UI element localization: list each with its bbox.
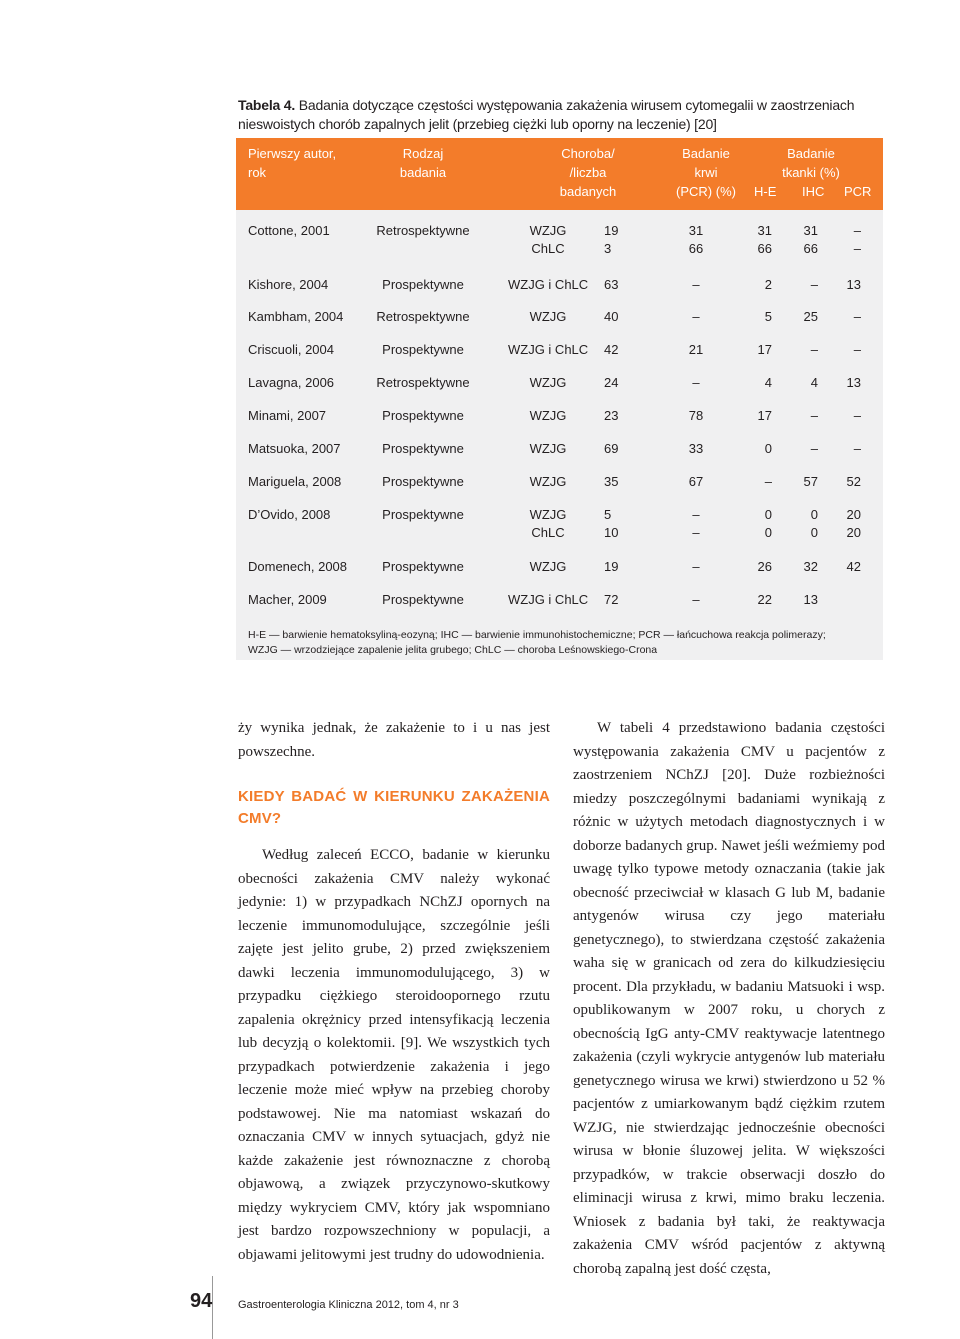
table-cell-he: 17	[757, 342, 772, 357]
table-cell-he: 5	[764, 309, 772, 324]
table-cell-n: 63	[604, 277, 619, 292]
table-cell-type: Prospektywne	[382, 342, 464, 357]
table-cell-author: Criscuoli, 2004	[248, 342, 334, 357]
header-ihc: IHC	[802, 184, 825, 199]
table-cell-disease: WZJG	[529, 559, 567, 574]
table-cell-ihc: 57	[803, 474, 818, 489]
table-cell-type: Prospektywne	[382, 441, 464, 456]
table-cell-blood: –	[692, 309, 700, 324]
header-blood: Badanie krwi (PCR) (%)	[676, 146, 736, 199]
table-cell-n: 72	[604, 592, 619, 607]
table-cell-pcr: 20	[846, 525, 861, 540]
table-cell-pcr: 52	[846, 474, 861, 489]
table-cell-type: Prospektywne	[382, 408, 464, 423]
table-cell-ihc: 0	[810, 507, 818, 522]
right-column	[573, 717, 885, 1281]
table-cell-ihc: 0	[810, 525, 818, 540]
table-caption	[238, 96, 878, 134]
table-cell-he: 2	[764, 277, 772, 292]
table-cell-type: Retrospektywne	[376, 375, 470, 390]
table-cell-disease: ChLC	[531, 525, 565, 540]
table-cell-pcr: 13	[846, 375, 861, 390]
table-cell-disease: WZJG	[529, 441, 567, 456]
table-cell-ihc: 13	[803, 592, 818, 607]
table-cell-he: 26	[757, 559, 772, 574]
table-cell-author: Cottone, 2001	[248, 223, 330, 238]
left-paragraph-2: Według zaleceń ECCO, badanie w kierunku obecności zakażenia CMV należy wykonać jedynie: 1) w przypadkach NChZJ opornych na leczenie immunomodulujące, szczególnie jeśli zajęte jest jelito grube, 2) przed zwiększeniem dawki leczenia immunomodulującego, 3) w przypadku ciężkiego steroidoopornego rzutu zapalenia okrężnicy przed intensyfikacją leczenia lub decyzją o kolektomii. [9]. We wszystkich tych przypadkach potwierdzenie zakażenia i jego leczenie może mieć wpływ na przebieg choroby podstawowej. Nie ma natomiast wskazań do oznaczania CMV w innych sytuacjach, gdyż nie każde zakażenie jest równoznaczne z chorobą objawową, a związek przyczynowo-skutkowy między wykryciem CMV, który jak wspomniano jest bardzo rozpowszechniony w populacji, a objawami jelitowymi jest trudny do udowodnienia.	[238, 847, 550, 1263]
table-cell-blood: –	[692, 525, 700, 540]
table-cell-n: 24	[604, 375, 619, 390]
table-cell-ihc: 4	[810, 375, 818, 390]
table-cell-disease: WZJG i ChLC	[508, 277, 589, 292]
table-cell-blood: –	[692, 277, 700, 292]
table-cell-ihc: –	[810, 441, 818, 456]
table-cell-author: Matsuoka, 2007	[248, 441, 341, 456]
table-cell-ihc: 32	[803, 559, 818, 574]
header-type: Rodzaj badania	[399, 146, 447, 180]
table-cell-disease: ChLC	[531, 241, 565, 256]
header-pcr: PCR	[844, 184, 872, 199]
section-heading: KIEDY BADAĆ W KIERUNKU ZAKAŻENIA CMV?	[238, 788, 550, 827]
table-cell-type: Prospektywne	[382, 474, 464, 489]
table-cell-he: 0	[764, 441, 772, 456]
table-cell-author: Domenech, 2008	[248, 559, 348, 574]
left-paragraph-1: ży wynika jednak, że zakażenie to i u nas jest powszechne.	[238, 720, 550, 760]
table-cell-pcr: –	[853, 241, 861, 256]
table-cell-he: 0	[764, 525, 772, 540]
header-tissue: Badanie tkanki (%)	[782, 146, 840, 180]
table-cell-ihc: –	[810, 342, 818, 357]
table-cell-disease: WZJG	[529, 375, 567, 390]
right-paragraph-1: W tabeli 4 przedstawiono badania częstości występowania zakażenia CMV u pacjentów z zaostrzeniem NChZJ [20]. Duże rozbieżności miedzy poszczególnymi badaniami wynikają z różnic w użytych metodach diagnostycznych i w doborze badanych grup. Nawet jeśli weźmiemy pod uwagę tylko typowe metody oznaczania (takie jak obecność przeciwciał w klasach G lub M, badanie antygenów wirusa czy jego materiału genetycznego), to stwierdzana częstość zakażenia waha się w granicach od zera do kilkudziesięciu procent. Dla przykładu, w badaniu Matsuoki i wsp. opublikowanym w 2007 roku, u chorych z obecnością IgG anty-CMV reaktywacje latentnego zakażenia (czyli wykrycie antygenów lub materiału genetycznego wirusa we krwi) stwierdzono u 52 % pacjentów z umiarkowanym bądź ciężkim rzutem WZJG, nie stwierdzając jednocześnie obecności wirusa w błonie śluzowej jelita. W większości przypadków, w trakcie obserwacji doszło do eliminacji wirusa z krwi, mimo braku leczenia. Wniosek z badania był taki, że reaktywacja zakażenia CMV wśród pacjentów z aktywną chorobą zapalną jest dość częsta,	[573, 720, 885, 1277]
table-cell-author: Kambham, 2004	[248, 309, 344, 324]
table-cell-n: 69	[604, 441, 619, 456]
table-cell-author: Macher, 2009	[248, 592, 327, 607]
table-cell-disease: WZJG	[529, 309, 567, 324]
table-cell-type: Prospektywne	[382, 592, 464, 607]
table-cell-he: 17	[757, 408, 772, 423]
table-cell-he: 22	[757, 592, 772, 607]
table-footnote	[248, 628, 878, 658]
table-cell-blood: 31	[688, 223, 704, 238]
table-cell-blood: 66	[688, 241, 704, 256]
header-disease: Choroba/ /liczba badanych	[559, 146, 617, 199]
table-cell-ihc: 66	[803, 241, 818, 256]
table-cell-n: 42	[604, 342, 619, 357]
header-author: Pierwszy autor, rok	[248, 146, 337, 180]
table-cell-pcr: –	[853, 223, 861, 238]
table-cell-ihc: –	[810, 277, 818, 292]
table-cell-ihc: –	[810, 408, 818, 423]
table-cell-type: Prospektywne	[382, 277, 464, 292]
table-cell-he: 4	[764, 375, 772, 390]
table-cell-pcr: –	[853, 441, 861, 456]
table-cell-he: 0	[764, 507, 772, 522]
table-cell-n: 3	[604, 241, 612, 256]
table-cell-blood: 78	[688, 408, 704, 423]
table-cell-he: 31	[757, 223, 772, 238]
table-cell-blood: –	[692, 375, 700, 390]
table-cell-disease: WZJG	[529, 223, 567, 238]
table-cell-blood: 21	[688, 342, 704, 357]
table-cell-author: D’Ovido, 2008	[248, 507, 331, 522]
table-cell-type: Prospektywne	[382, 559, 464, 574]
table-cell-blood: 67	[688, 474, 704, 489]
table-cell-disease: WZJG	[529, 474, 567, 489]
table-cell-type: Retrospektywne	[376, 223, 470, 238]
table-cell-pcr: 20	[846, 507, 861, 522]
table-cell-blood: 33	[688, 441, 704, 456]
table-cell-ihc: 31	[803, 223, 818, 238]
table-cell-disease: WZJG i ChLC	[508, 592, 589, 607]
table-cell-type: Prospektywne	[382, 507, 464, 522]
footnote-line-1: H-E — barwienie hematoksyliną-eozyną; IHC — barwienie immunohistochemiczne; PCR — łańcuchowa reakcja polimerazy;	[248, 629, 826, 641]
page-number: 94	[190, 1290, 213, 1312]
table-cell-disease: WZJG	[529, 507, 567, 522]
table-cell-blood: –	[692, 592, 700, 607]
table-cell-ihc: 25	[803, 309, 818, 324]
table-body	[236, 138, 883, 660]
table-cell-pcr: 42	[846, 559, 861, 574]
table-cell-blood: –	[692, 507, 700, 522]
table-cell-author: Minami, 2007	[248, 408, 327, 423]
table-cell-pcr: –	[853, 342, 861, 357]
data-table	[236, 138, 883, 660]
journal-citation: Gastroenterologia Kliniczna 2012, tom 4, nr 3	[238, 1299, 459, 1311]
table-cell-he: 66	[757, 241, 772, 256]
table-cell-type: Retrospektywne	[376, 309, 470, 324]
table-cell-blood: –	[692, 559, 700, 574]
table-cell-n: 35	[604, 474, 619, 489]
table-cell-disease: WZJG i ChLC	[508, 342, 589, 357]
table-cell-disease: WZJG	[529, 408, 567, 423]
table-cell-pcr: –	[853, 309, 861, 324]
table-cell-n: 10	[604, 525, 619, 540]
table-caption-text: Badania dotyczące częstości występowania zakażenia wirusem cytomegalii w zaostrzeniach nieswoistych chorób zapalnych jelit (przebieg ciężki lub oporny na leczenie) [20]	[238, 97, 855, 132]
footnote-line-2: WZJG — wrzodziejące zapalenie jelita grubego; ChLC — choroba Leśnowskiego-Crona	[248, 644, 658, 656]
table-cell-author: Kishore, 2004	[248, 277, 329, 292]
table-cell-n: 19	[604, 559, 619, 574]
table-cell-n: 5	[604, 507, 612, 522]
table-label: Tabela 4.	[238, 97, 296, 113]
table-cell-n: 19	[604, 223, 619, 238]
table-cell-author: Lavagna, 2006	[248, 375, 335, 390]
header-he: H-E	[754, 184, 777, 199]
table-cell-author: Mariguela, 2008	[248, 474, 342, 489]
table-cell-n: 23	[604, 408, 619, 423]
table-cell-he: –	[764, 474, 772, 489]
left-column	[238, 717, 550, 1267]
table-cell-pcr: –	[853, 408, 861, 423]
table-cell-pcr: 13	[846, 277, 861, 292]
table-cell-n: 40	[604, 309, 619, 324]
